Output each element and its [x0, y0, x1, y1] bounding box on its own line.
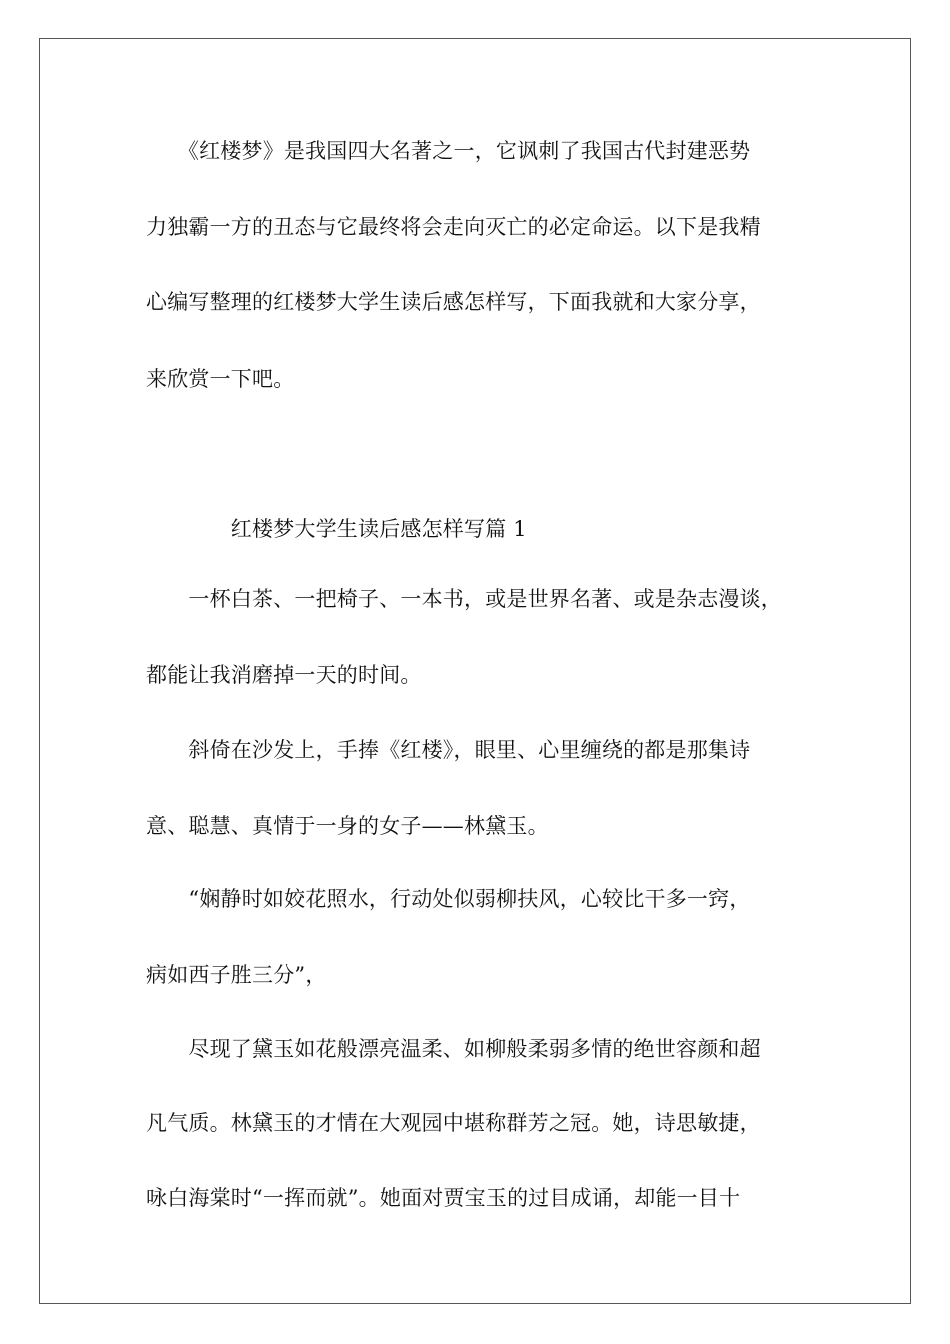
- intro-line-2: 力独霸一方的丑态与它最终将会走向灭亡的必定命运。以下是我精: [146, 215, 761, 239]
- paragraph-line: 咏白海棠时“一挥而就”。她面对贾宝玉的过目成诵，却能一目十: [146, 1186, 741, 1210]
- intro-line-4: 来欣赏一下吧。: [146, 367, 295, 391]
- paragraph-line: 斜倚在沙发上，手捧《红楼》，眼里、心里缠绕的都是那集诗: [146, 738, 751, 762]
- section-heading: 红楼梦大学生读后感怎样写篇 1: [146, 517, 527, 541]
- paragraph-line: 一杯白茶、一把椅子、一本书，或是世界名著、或是杂志漫谈，: [146, 587, 782, 611]
- paragraph-line: 病如西子胜三分”，: [146, 963, 327, 987]
- paragraph-line: 意、聪慧、真情于一身的女子——林黛玉。: [146, 814, 549, 838]
- intro-line-1: 《红楼梦》是我国四大名著之一，它讽刺了我国古代封建恶势: [146, 139, 751, 163]
- paragraph-line: 都能让我消磨掉一天的时间。: [146, 663, 422, 687]
- paragraph-line: “娴静时如姣花照水，行动处似弱柳扶风，心较比干多一窍，: [146, 887, 751, 911]
- intro-line-3: 心编写整理的红楼梦大学生读后感怎样写，下面我就和大家分享，: [146, 290, 761, 314]
- paragraph-line: 尽现了黛玉如花般漂亮温柔、如柳般柔弱多情的绝世容颜和超: [146, 1037, 761, 1061]
- paragraph-line: 凡气质。林黛玉的才情在大观园中堪称群芳之冠。她，诗思敏捷，: [146, 1111, 761, 1135]
